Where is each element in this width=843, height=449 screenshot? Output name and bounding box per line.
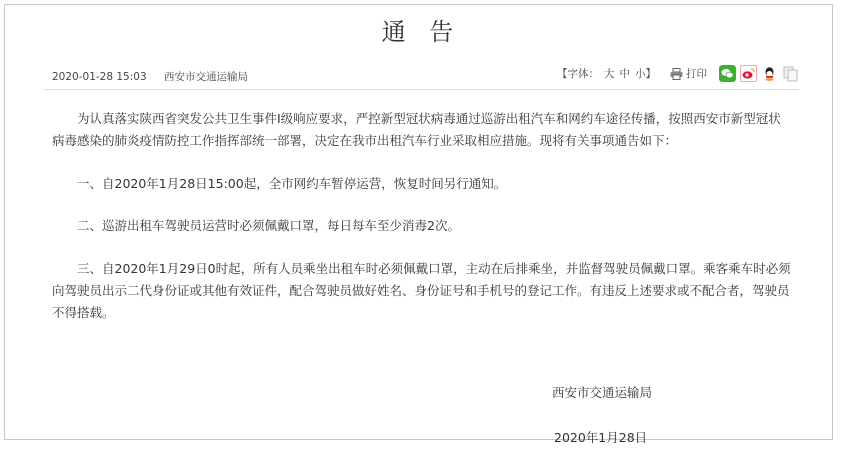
publish-datetime: 2020-01-28 15:03 <box>52 71 147 83</box>
intro-paragraph: 为认真落实陕西省突发公共卫生事件Ⅰ级响应要求，严控新型冠状病毒通过巡游出租汽车和网约车途径传播，按照西安市新型冠状病毒感染的肺炎疫情防控工作指挥部统一部署，决定在我市出租汽车行业采取相应措施。现将有关事项通告如下： <box>52 111 781 148</box>
page-title: 通 告 <box>381 18 462 46</box>
font-size-selector <box>557 66 656 81</box>
article-tools <box>557 65 799 82</box>
wechat-icon[interactable] <box>719 65 736 82</box>
notice-body <box>52 108 792 345</box>
sign-date: 2020年1月28日 <box>554 430 648 445</box>
font-size-label: 【字体： <box>557 68 599 80</box>
font-size-medium[interactable]: 中 <box>619 68 630 80</box>
printer-icon <box>670 68 683 80</box>
font-size-close: 】 <box>645 68 656 80</box>
qq-icon[interactable] <box>761 65 778 82</box>
item-paragraph-3: 三、自2020年1月29日0时起，所有人员乘坐出租车时必须佩戴口罩，主动在后排乘坐，并监督驾驶员佩戴口罩。乘客乘车时必须向驾驶员出示二代身份证或其他有效证件，配合驾驶员做好姓名、身份证号和手机号的登记工作。有违反上述要求或不配合者，驾驶员不得搭载。 <box>52 261 791 320</box>
item-paragraph-1: 一、自2020年1月28日15:00起，全市网约车暂停运营，恢复时间另行通知。 <box>77 175 507 191</box>
print-button[interactable] <box>670 66 707 81</box>
publish-source: 西安市交通运输局 <box>163 71 248 83</box>
font-size-small[interactable]: 小 <box>635 68 646 80</box>
meta-info <box>52 69 248 84</box>
item-paragraph-2: 二、巡游出租车驾驶员运营时必须佩戴口罩，每日每车至少消毒2次。 <box>77 218 460 234</box>
signature: 西安市交通运输局 <box>552 385 653 400</box>
print-label: 打印 <box>686 68 707 80</box>
copy-icon[interactable] <box>782 65 799 82</box>
header-divider <box>44 89 799 90</box>
font-size-large[interactable]: 大 <box>604 68 615 80</box>
weibo-icon[interactable] <box>740 65 757 82</box>
